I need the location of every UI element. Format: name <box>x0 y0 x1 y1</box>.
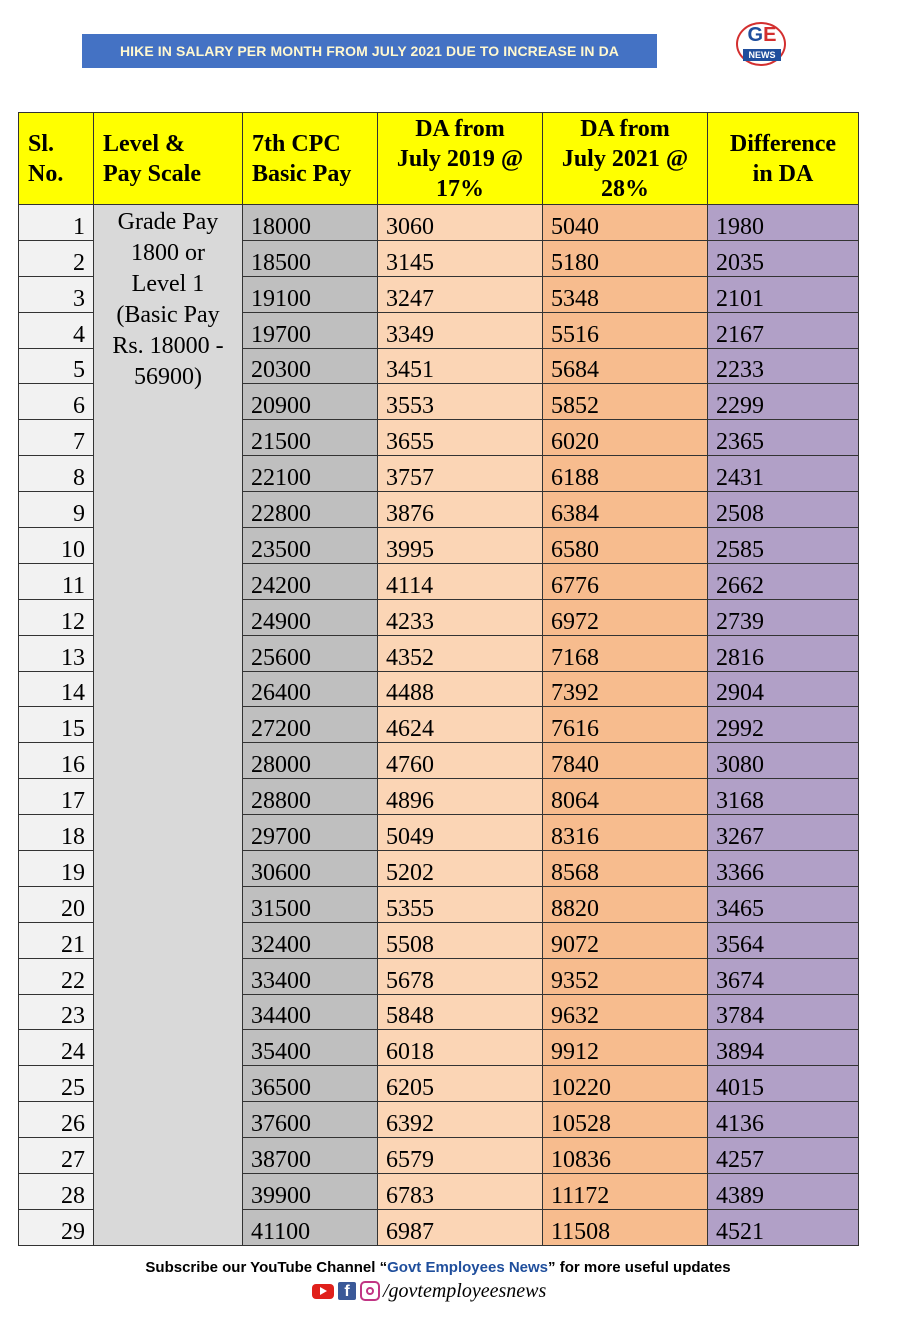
basic-pay-cell: 24900 <box>243 599 378 635</box>
da-2019-cell: 6018 <box>378 1030 543 1066</box>
da-2019-cell: 3060 <box>378 205 543 241</box>
da-2021-cell: 5684 <box>543 348 708 384</box>
difference-cell: 2816 <box>708 635 859 671</box>
basic-pay-cell: 23500 <box>243 528 378 564</box>
sl-no-cell: 19 <box>19 851 94 887</box>
page-title: HIKE IN SALARY PER MONTH FROM JULY 2021 DUE TO INCREASE IN DA <box>119 43 620 59</box>
da-2019-cell: 3247 <box>378 276 543 312</box>
basic-pay-cell: 22100 <box>243 456 378 492</box>
da-2019-cell: 3655 <box>378 420 543 456</box>
da-2021-cell: 5040 <box>543 205 708 241</box>
sl-no-cell: 21 <box>19 922 94 958</box>
da-2019-cell: 3995 <box>378 528 543 564</box>
pay-scale-line: (Basic Pay <box>116 302 220 328</box>
youtube-icon <box>312 1284 334 1299</box>
da-2021-cell: 8568 <box>543 851 708 887</box>
basic-pay-cell: 29700 <box>243 815 378 851</box>
da-2021-cell: 6384 <box>543 492 708 528</box>
difference-cell: 3465 <box>708 886 859 922</box>
sl-no-cell: 11 <box>19 563 94 599</box>
difference-cell: 2992 <box>708 707 859 743</box>
da-2021-cell: 7392 <box>543 671 708 707</box>
difference-cell: 3564 <box>708 922 859 958</box>
basic-pay-cell: 32400 <box>243 922 378 958</box>
sl-no-cell: 16 <box>19 743 94 779</box>
difference-cell: 2167 <box>708 312 859 348</box>
difference-cell: 2904 <box>708 671 859 707</box>
da-2021-cell: 7840 <box>543 743 708 779</box>
basic-pay-cell: 19700 <box>243 312 378 348</box>
da-2019-cell: 4624 <box>378 707 543 743</box>
table-header-row <box>19 113 859 205</box>
basic-pay-cell: 21500 <box>243 420 378 456</box>
difference-cell: 1980 <box>708 205 859 241</box>
instagram-icon <box>360 1281 380 1301</box>
da-2019-cell: 4760 <box>378 743 543 779</box>
facebook-icon: f <box>338 1282 356 1300</box>
da-2019-cell: 5049 <box>378 815 543 851</box>
pay-scale-line: 1800 or <box>131 240 205 266</box>
sl-no-cell: 12 <box>19 599 94 635</box>
basic-pay-cell: 20900 <box>243 384 378 420</box>
sl-no-cell: 8 <box>19 456 94 492</box>
da-2019-cell: 3349 <box>378 312 543 348</box>
da-2019-cell: 4114 <box>378 563 543 599</box>
da-2021-cell: 5852 <box>543 384 708 420</box>
basic-pay-cell: 19100 <box>243 276 378 312</box>
difference-cell: 2739 <box>708 599 859 635</box>
da-2019-cell: 3145 <box>378 240 543 276</box>
basic-pay-cell: 18500 <box>243 240 378 276</box>
header-difference: Difference in DA <box>708 113 859 205</box>
pay-scale-line: Rs. 18000 - <box>112 333 224 359</box>
da-2021-cell: 8064 <box>543 779 708 815</box>
da-2021-cell: 7168 <box>543 635 708 671</box>
sl-no-cell: 25 <box>19 1066 94 1102</box>
difference-cell: 3366 <box>708 851 859 887</box>
basic-pay-cell: 39900 <box>243 1174 378 1210</box>
sl-no-cell: 22 <box>19 958 94 994</box>
sl-no-cell: 4 <box>19 312 94 348</box>
sl-no-cell: 29 <box>19 1209 94 1245</box>
sl-no-cell: 28 <box>19 1174 94 1210</box>
da-2021-cell: 5348 <box>543 276 708 312</box>
da-2021-cell: 11508 <box>543 1209 708 1245</box>
pay-scale-cell <box>94 205 243 1246</box>
da-2019-cell: 4896 <box>378 779 543 815</box>
da-2019-cell: 6392 <box>378 1102 543 1138</box>
da-2019-cell: 6579 <box>378 1138 543 1174</box>
da-2019-cell: 3451 <box>378 348 543 384</box>
sl-no-cell: 17 <box>19 779 94 815</box>
social-handle: /govtemployeesnews <box>383 1279 547 1302</box>
da-hike-table <box>18 112 859 1246</box>
basic-pay-cell: 31500 <box>243 886 378 922</box>
basic-pay-cell: 41100 <box>243 1209 378 1245</box>
basic-pay-cell: 33400 <box>243 958 378 994</box>
da-2019-cell: 5508 <box>378 922 543 958</box>
basic-pay-cell: 24200 <box>243 563 378 599</box>
difference-cell: 2299 <box>708 384 859 420</box>
sl-no-cell: 10 <box>19 528 94 564</box>
sl-no-cell: 3 <box>19 276 94 312</box>
difference-cell: 4257 <box>708 1138 859 1174</box>
sl-no-cell: 2 <box>19 240 94 276</box>
da-2019-cell: 6205 <box>378 1066 543 1102</box>
difference-cell: 3080 <box>708 743 859 779</box>
da-2021-cell: 9072 <box>543 922 708 958</box>
difference-cell: 4389 <box>708 1174 859 1210</box>
social-links <box>312 1280 546 1302</box>
da-2021-cell: 7616 <box>543 707 708 743</box>
sl-no-cell: 15 <box>19 707 94 743</box>
da-2021-cell: 6776 <box>543 563 708 599</box>
da-2019-cell: 5355 <box>378 886 543 922</box>
sl-no-cell: 14 <box>19 671 94 707</box>
logo-letters: GE <box>747 24 777 46</box>
da-2021-cell: 5180 <box>543 240 708 276</box>
sl-no-cell: 23 <box>19 994 94 1030</box>
sl-no-cell: 1 <box>19 205 94 241</box>
page-title-banner <box>82 34 657 68</box>
difference-cell: 2662 <box>708 563 859 599</box>
sl-no-cell: 6 <box>19 384 94 420</box>
da-2019-cell: 5678 <box>378 958 543 994</box>
da-2021-cell: 5516 <box>543 312 708 348</box>
sl-no-cell: 5 <box>19 348 94 384</box>
da-2019-cell: 6987 <box>378 1209 543 1245</box>
table-body <box>19 205 859 1246</box>
sl-no-cell: 9 <box>19 492 94 528</box>
da-2021-cell: 9912 <box>543 1030 708 1066</box>
da-2021-cell: 11172 <box>543 1174 708 1210</box>
sl-no-cell: 27 <box>19 1138 94 1174</box>
da-2021-cell: 9632 <box>543 994 708 1030</box>
da-2021-cell: 8316 <box>543 815 708 851</box>
difference-cell: 2101 <box>708 276 859 312</box>
basic-pay-cell: 35400 <box>243 1030 378 1066</box>
sl-no-cell: 20 <box>19 886 94 922</box>
da-2021-cell: 9352 <box>543 958 708 994</box>
difference-cell: 4015 <box>708 1066 859 1102</box>
da-2019-cell: 4233 <box>378 599 543 635</box>
difference-cell: 3894 <box>708 1030 859 1066</box>
basic-pay-cell: 25600 <box>243 635 378 671</box>
basic-pay-cell: 27200 <box>243 707 378 743</box>
da-2021-cell: 10836 <box>543 1138 708 1174</box>
difference-cell: 2585 <box>708 528 859 564</box>
ge-news-logo <box>734 22 790 68</box>
da-2019-cell: 3876 <box>378 492 543 528</box>
da-2021-cell: 6972 <box>543 599 708 635</box>
da-2021-cell: 8820 <box>543 886 708 922</box>
header-basic-pay: 7th CPC Basic Pay <box>243 113 378 205</box>
da-2021-cell: 6580 <box>543 528 708 564</box>
difference-cell: 3674 <box>708 958 859 994</box>
logo-news-label: NEWS <box>743 49 781 61</box>
basic-pay-cell: 28000 <box>243 743 378 779</box>
basic-pay-cell: 18000 <box>243 205 378 241</box>
basic-pay-cell: 20300 <box>243 348 378 384</box>
difference-cell: 3267 <box>708 815 859 851</box>
difference-cell: 4521 <box>708 1209 859 1245</box>
basic-pay-cell: 28800 <box>243 779 378 815</box>
sl-no-cell: 24 <box>19 1030 94 1066</box>
da-2019-cell: 5848 <box>378 994 543 1030</box>
difference-cell: 2431 <box>708 456 859 492</box>
difference-cell: 2233 <box>708 348 859 384</box>
difference-cell: 3168 <box>708 779 859 815</box>
header-level-pay-scale: Level & Pay Scale <box>94 113 243 205</box>
difference-cell: 3784 <box>708 994 859 1030</box>
pay-scale-line: 56900) <box>134 364 202 390</box>
da-2019-cell: 3757 <box>378 456 543 492</box>
da-2019-cell: 5202 <box>378 851 543 887</box>
da-2021-cell: 10528 <box>543 1102 708 1138</box>
basic-pay-cell: 38700 <box>243 1138 378 1174</box>
da-2021-cell: 10220 <box>543 1066 708 1102</box>
sl-no-cell: 26 <box>19 1102 94 1138</box>
basic-pay-cell: 34400 <box>243 994 378 1030</box>
channel-name: Govt Employees News <box>387 1259 549 1276</box>
sl-no-cell: 7 <box>19 420 94 456</box>
da-2019-cell: 4488 <box>378 671 543 707</box>
da-2021-cell: 6020 <box>543 420 708 456</box>
header-da-2021: DA from July 2021 @ 28% <box>543 113 708 205</box>
footer-subscribe-text: Subscribe our YouTube Channel “Govt Employees News” for more useful updates <box>145 1259 731 1276</box>
basic-pay-cell: 22800 <box>243 492 378 528</box>
basic-pay-cell: 36500 <box>243 1066 378 1102</box>
header-sl-no: Sl. No. <box>19 113 94 205</box>
da-2019-cell: 3553 <box>378 384 543 420</box>
basic-pay-cell: 26400 <box>243 671 378 707</box>
header-da-2019: DA from July 2019 @ 17% <box>378 113 543 205</box>
da-2019-cell: 6783 <box>378 1174 543 1210</box>
difference-cell: 2508 <box>708 492 859 528</box>
da-2019-cell: 4352 <box>378 635 543 671</box>
difference-cell: 2035 <box>708 240 859 276</box>
difference-cell: 4136 <box>708 1102 859 1138</box>
table-row <box>19 205 859 241</box>
difference-cell: 2365 <box>708 420 859 456</box>
sl-no-cell: 18 <box>19 815 94 851</box>
pay-scale-line: Grade Pay <box>117 209 219 235</box>
da-2021-cell: 6188 <box>543 456 708 492</box>
basic-pay-cell: 37600 <box>243 1102 378 1138</box>
basic-pay-cell: 30600 <box>243 851 378 887</box>
sl-no-cell: 13 <box>19 635 94 671</box>
pay-scale-line: Level 1 <box>131 271 205 297</box>
